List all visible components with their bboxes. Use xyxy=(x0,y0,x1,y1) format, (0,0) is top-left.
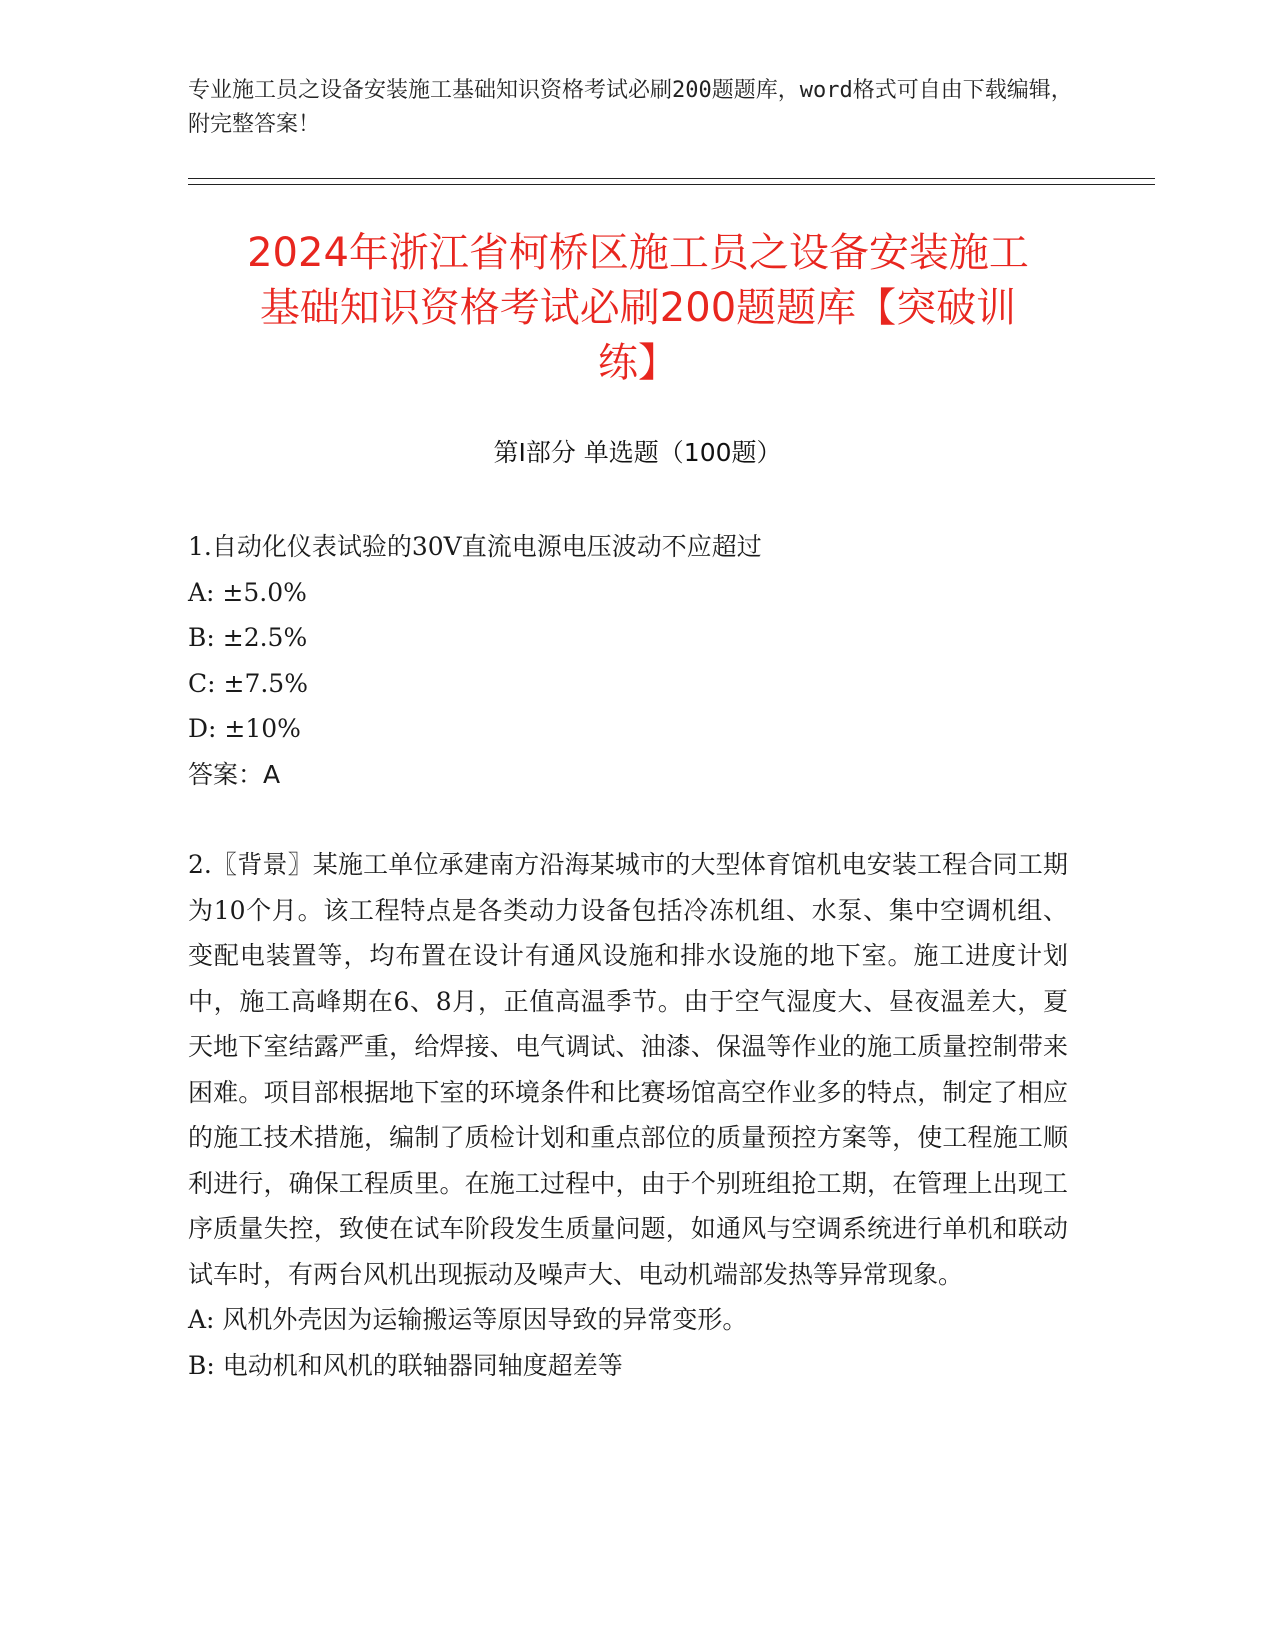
title-line: 2024年浙江省柯桥区施工员之设备安装施工 xyxy=(247,230,1029,276)
header-divider-bottom xyxy=(188,184,1155,185)
option-b: B: ±2.5% xyxy=(188,623,308,652)
header-note: 专业施工员之设备安装施工基础知识资格考试必刷200题题库，word格式可自由下载编辑，附完整答案！ xyxy=(188,78,1073,137)
question-stem: 1.自动化仪表试验的30V直流电源电压波动不应超过 xyxy=(188,532,762,561)
title-line: 练】 xyxy=(598,340,678,386)
document-title xyxy=(180,226,1096,391)
question-1 xyxy=(188,524,1068,797)
option-b: B: 电动机和风机的联轴器同轴度超差等 xyxy=(188,1350,623,1380)
header-divider-top xyxy=(188,178,1155,179)
option-a: A: 风机外壳因为运输搬运等原因导致的异常变形。 xyxy=(188,1305,748,1334)
answer-line: 答案：A xyxy=(188,759,281,789)
option-a: A: ±5.0% xyxy=(188,577,307,607)
title-line: 基础知识资格考试必刷200题题库【突破训 xyxy=(259,285,1017,331)
option-c: C: ±7.5% xyxy=(188,668,308,698)
section-heading: 第Ⅰ部分 单选题（100题） xyxy=(493,438,782,467)
question-2 xyxy=(188,842,1068,1388)
option-d: D: ±10% xyxy=(188,714,301,743)
question-stem: 2.〖背景〗某施工单位承建南方沿海某城市的大型体育馆机电安装工程合同工期为10个月。该工程特点是各类动力设备包括冷冻机组、水泵、集中空调机组、变配电装置等，均布置在设计有通风设施和排水设施的地下室。施工进度计划中，施工高峰期在6、8月，正值高温季节。由于空气湿度大、昼夜温差大，夏天地下室结露严重，给焊接、电气调试、油漆、保温等作业的施工质量控制带来困难。项目部根据地下室的环境条件和比赛场馆高空作业多的特点，制定了相应的施工技术措施，编制了质检计划和重点部位的质量预控方案等，使工程施工顺利进行，确保工程质里。在施工过程中，由于个别班组抢工期，在管理上出现工序质量失控，致使在试车阶段发生质量问题，如通风与空调系统进行单机和联动试车时，有两台风机出现振动及噪声大、电动机端部发热等异常现象。 xyxy=(188,850,1068,1289)
